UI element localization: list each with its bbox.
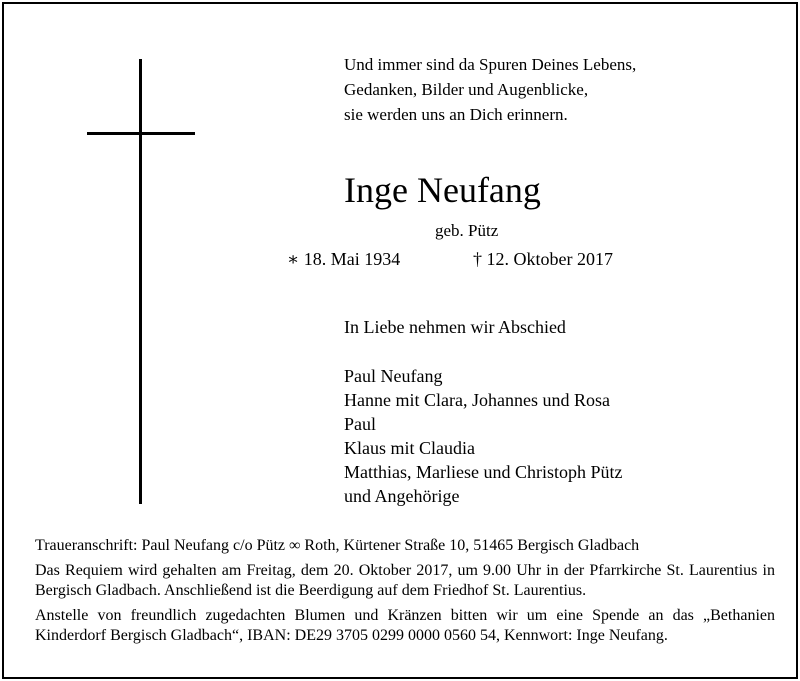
mourners-list — [344, 364, 622, 508]
mourner-item: Paul — [344, 414, 377, 434]
mourner-item: Matthias, Marliese und Christoph Pütz — [344, 462, 623, 482]
donation-notice: Anstelle von freundlich zugedachten Blumen und Kränzen bitten wir um eine Spende an das „Bethanien Kinderdorf Bergisch Gladbach“, IBAN: DE29 3705 0299 0000 0560 54, Kennwort: Inge Neufang. — [35, 607, 775, 644]
deceased-name: Inge Neufang — [344, 170, 541, 210]
poem-line: sie werden uns an Dich erinnern. — [344, 105, 568, 124]
requiem-notice: Das Requiem wird gehalten am Freitag, dem 20. Oktober 2017, um 9.00 Uhr in der Pfarrkirche St. Laurentius in Bergisch Gladbach. Anschließend ist die Beerdigung auf dem Friedhof St. Laurentius. — [35, 562, 775, 599]
mourner-item: Hanne mit Clara, Johannes und Rosa — [344, 390, 610, 410]
obituary-frame — [2, 2, 798, 679]
death-date: † 12. Oktober 2017 — [473, 249, 613, 269]
birth-date: ∗ 18. Mai 1934 — [287, 249, 401, 269]
poem-line: Gedanken, Bilder und Augenblicke, — [344, 80, 589, 99]
poem — [344, 52, 636, 127]
mourner-item: Paul Neufang — [344, 366, 443, 386]
mourner-item: und Angehörige — [344, 486, 460, 506]
cross-icon — [139, 59, 142, 504]
poem-line: Und immer sind da Spuren Deines Lebens, — [344, 55, 637, 74]
birth-name: geb. Pütz — [435, 221, 499, 240]
footer-notes — [35, 536, 775, 651]
mourning-address: Traueranschrift: Paul Neufang c/o Pütz ∞ Roth, Kürtener Straße 10, 51465 Bergisch Gladbach — [35, 537, 640, 554]
farewell-line: In Liebe nehmen wir Abschied — [344, 317, 566, 337]
cross-icon-bar — [87, 132, 195, 135]
mourner-item: Klaus mit Claudia — [344, 438, 475, 458]
